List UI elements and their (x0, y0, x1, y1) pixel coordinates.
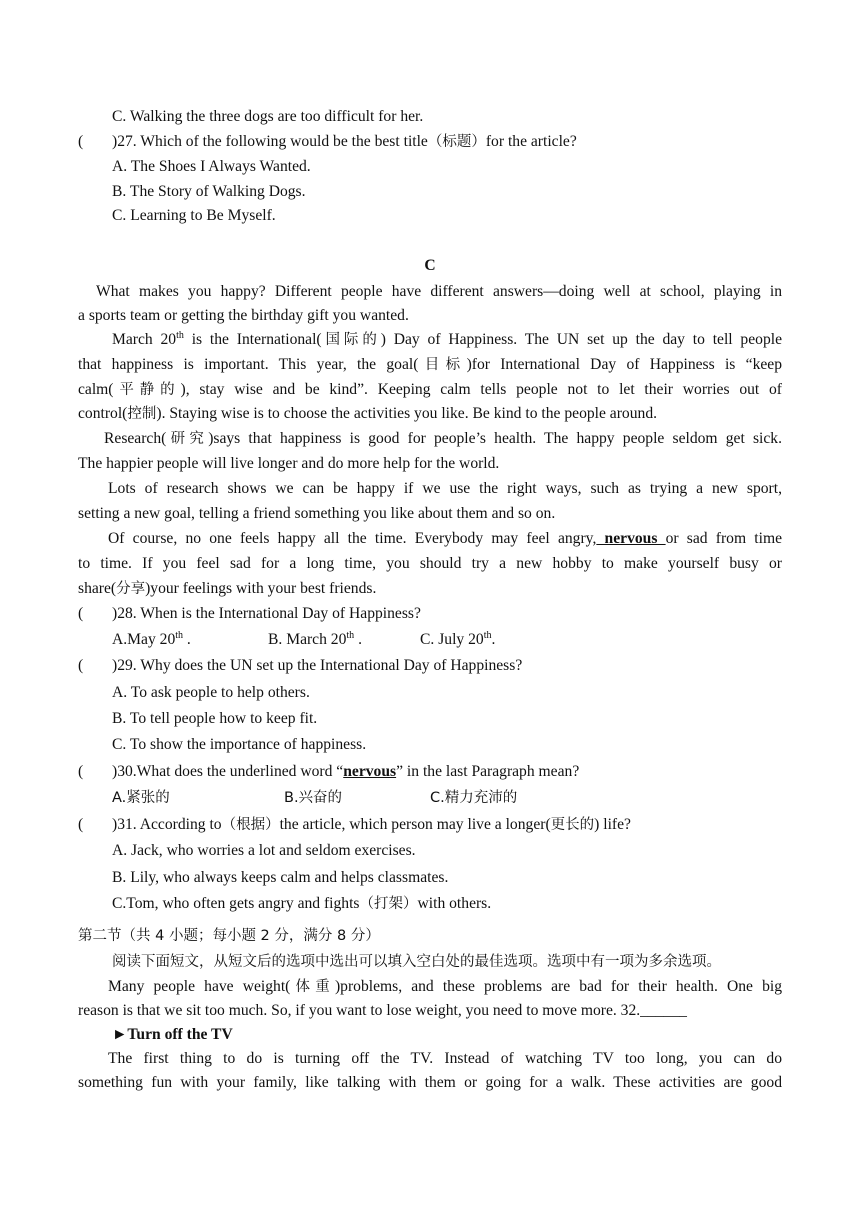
text-run: . (491, 631, 496, 648)
text-run: March 20 (112, 331, 177, 348)
answer-paren[interactable]: ( (78, 816, 84, 833)
text-run: ) Day of Happiness. The UN set up the day to tell people (380, 331, 783, 348)
underlined-word: nervous (343, 763, 397, 780)
q27-stem (78, 132, 782, 152)
text-run: Research( (104, 430, 167, 447)
passage-p2-line3 (78, 380, 782, 400)
superscript: th (175, 629, 184, 641)
passage-p5-line1 (108, 529, 782, 549)
section2-instruction: 阅读下面短文，从短文后的选项中选出可以填入空白处的最佳选项。选项中有一项为多余选项。 (112, 954, 721, 970)
text-run: . (183, 631, 191, 648)
passage-p1-line1: What makes you happy? Different people have different answers—doing well at school, playing in (96, 283, 782, 300)
cn-gloss: 平静的 (113, 382, 181, 398)
text-run: the article, which person may live a longer( (279, 816, 551, 833)
passage-p3-line2: The happier people will live longer and do more help for the world. (78, 455, 500, 472)
q27-stem-cn: （标题） (427, 134, 486, 150)
text-run: C. July 20 (420, 631, 484, 648)
q31-option-b: B. Lily, who always keeps calm and helps classmates. (112, 869, 449, 886)
q26-option-c: C. Walking the three dogs are too difficult for her. (112, 108, 424, 125)
q31-stem (78, 815, 782, 835)
passage-p4-line1: Lots of research shows we can be happy if we use the right ways, such as trying a new sport, (108, 480, 782, 497)
q30-option-c: C.精力充沛的 (430, 790, 518, 806)
text-run: B. March 20 (268, 631, 347, 648)
text-run: ) life? (594, 816, 631, 833)
text-run: )30.What does the underlined word “ (112, 763, 344, 780)
text-run: with others. (417, 895, 492, 912)
text-run: )problems, and these problems are bad for their health. One big (334, 978, 782, 995)
q27-option-c: C. Learning to Be Myself. (112, 207, 276, 224)
cn-gloss: （打架） (359, 896, 418, 912)
section2-p1-line1 (108, 977, 782, 997)
text-run: ), stay wise and be kind”. Keeping calm tells people not to let their worries out of (180, 381, 783, 398)
q28-stem-text: )28. When is the International Day of Happiness? (112, 605, 421, 622)
cn-gloss: 国际的 (321, 332, 381, 348)
q28-options (112, 630, 782, 650)
cn-gloss: （根据） (221, 817, 280, 833)
text-run: control( (78, 405, 128, 422)
text-run: calm( (78, 381, 114, 398)
passage-p2-line4 (78, 404, 782, 424)
text-run: )31. According to (112, 816, 222, 833)
q31-option-c (112, 894, 782, 914)
passage-p2-line1 (112, 330, 782, 350)
text-run: ” in the last Paragraph mean? (396, 763, 580, 780)
q31-option-a: A. Jack, who worries a lot and seldom exercises. (112, 842, 416, 859)
cn-gloss: 更长的 (550, 817, 595, 833)
q28-option-b (268, 630, 420, 650)
q29-stem-text: )29. Why does the UN set up the International Day of Happiness? (112, 657, 523, 674)
q27-stem-text: )27. Which of the following would be the best title (112, 133, 428, 150)
passage-p5-line2: to time. If you feel sad for a long time, you should try a new hobby to make yourself busy or (78, 555, 782, 572)
text-run: )your feelings with your best friends. (145, 580, 377, 597)
section2-heading-turn-off-tv: ►Turn off the TV (112, 1026, 233, 1043)
text-run: that happiness is important. This year, the goal( (78, 356, 419, 373)
section2-title: 第二节（共 4 小题；每小题 2 分，满分 8 分） (78, 928, 380, 944)
answer-paren[interactable]: ( (78, 657, 84, 674)
text-run: A.May 20 (112, 631, 176, 648)
text-run: Of course, no one feels happy all the time. Everybody may feel angry, (108, 530, 597, 547)
q30-stem (78, 762, 782, 782)
superscript: th (483, 629, 492, 641)
text-run: share( (78, 580, 117, 597)
section2-p2-line1: The first thing to do is turning off the TV. Instead of watching TV too long, you can do (108, 1050, 782, 1067)
q29-option-b: B. To tell people how to keep fit. (112, 710, 318, 727)
passage-p3-line1 (104, 429, 782, 449)
q27-option-b: B. The Story of Walking Dogs. (112, 183, 306, 200)
text-run: . (354, 631, 362, 648)
section2-p1-line2: reason is that we sit too much. So, if you want to lose weight, you need to move more. 32.______ (78, 1002, 687, 1019)
answer-paren[interactable]: ( (78, 605, 84, 622)
text-run: Many people have weight( (108, 978, 291, 995)
q29-option-a: A. To ask people to help others. (112, 684, 310, 701)
text-run: C.Tom, who often gets angry and fights (112, 895, 360, 912)
passage-p1-line2: a sports team or getting the birthday gift you wanted. (78, 307, 409, 324)
cn-gloss: 研究 (166, 431, 209, 447)
q30-options (112, 788, 782, 808)
text-run: ). Staying wise is to choose the activities you like. Be kind to the people around. (156, 405, 658, 422)
passage-p2-line2 (78, 355, 782, 375)
q29-stem (78, 656, 782, 676)
cn-gloss: 控制 (127, 406, 157, 422)
cn-gloss: 体重 (290, 979, 335, 995)
superscript: th (346, 629, 355, 641)
cn-gloss: 目标 (418, 357, 467, 373)
q27-option-a: A. The Shoes I Always Wanted. (112, 158, 311, 175)
section-c-heading: C (424, 257, 436, 274)
q28-option-c (420, 630, 495, 650)
q27-stem-end: for the article? (485, 133, 577, 150)
cn-gloss: 分享 (116, 581, 146, 597)
text-run: is the International( (183, 331, 322, 348)
text-run: )for International Day of Happiness is “keep (466, 356, 782, 373)
text-run: )says that happiness is good for people’s health. The happy people seldom get sick. (208, 430, 782, 447)
answer-paren[interactable]: ( (78, 763, 84, 780)
text-run: or sad from time (665, 530, 783, 547)
passage-p4-line2: setting a new goal, telling a friend something you like about them and so on. (78, 505, 556, 522)
q29-option-c: C. To show the importance of happiness. (112, 736, 367, 753)
q28-stem (78, 604, 782, 624)
passage-p5-line3 (78, 579, 782, 599)
section2-p2-line2: something fun with your family, like talking with them or going for a walk. These activities are good (78, 1074, 782, 1091)
q30-option-b: B.兴奋的 (284, 790, 343, 806)
q28-option-a (112, 630, 268, 650)
q30-option-a: A.紧张的 (112, 790, 170, 806)
superscript: th (176, 329, 184, 341)
underlined-word: nervous (596, 530, 666, 547)
answer-paren[interactable]: ( (78, 133, 84, 150)
